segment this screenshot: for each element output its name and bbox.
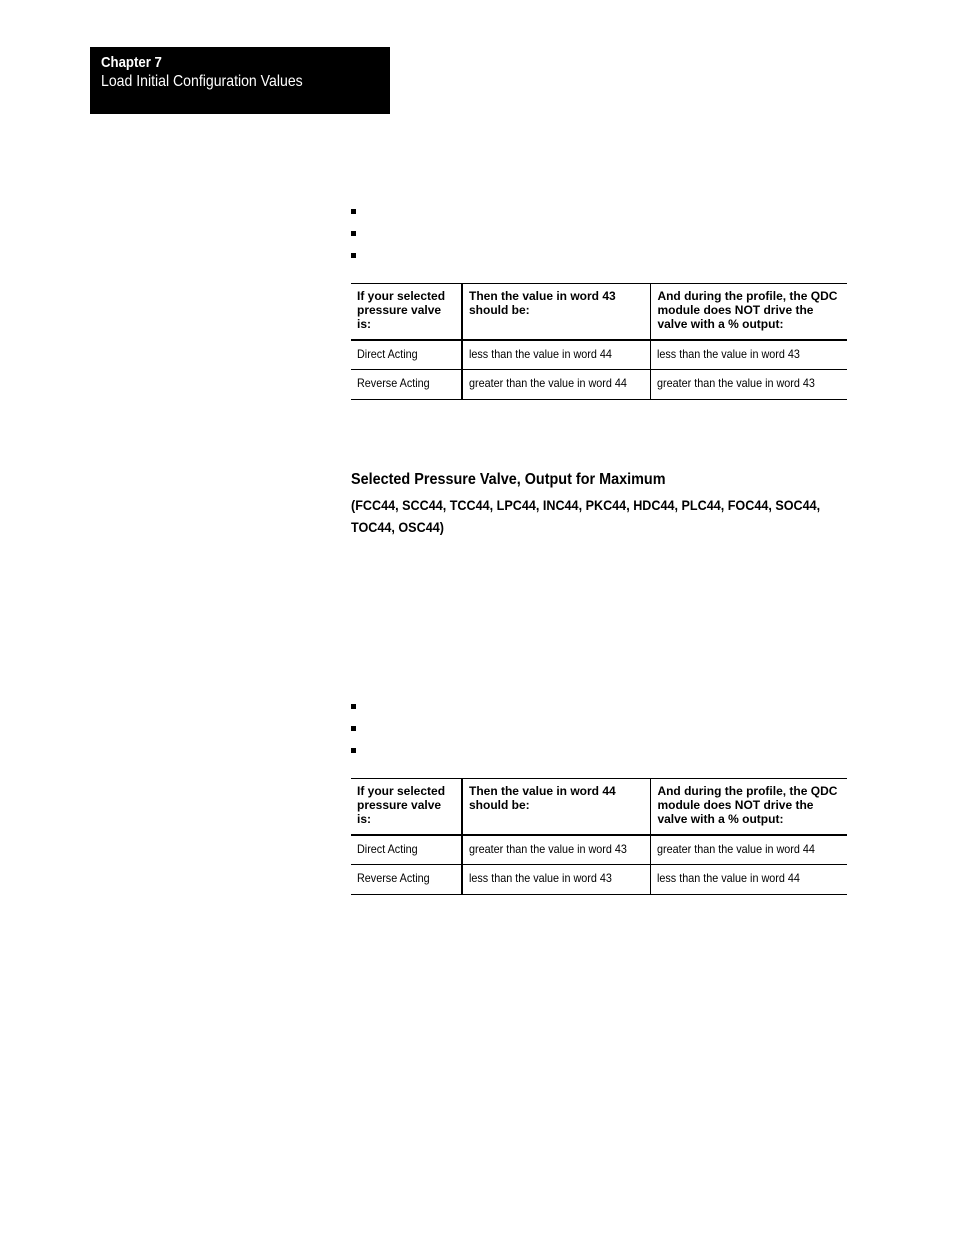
table-cell: less than the value in word 44 [651,865,847,895]
maximum-valve-table [351,778,847,895]
chapter-label: Chapter 7 [101,54,162,71]
bullet-icon [351,231,356,236]
table-header-row [351,284,847,340]
table-cell: greater than the value in word 43 [462,835,651,865]
table-cell: Reverse Acting [351,865,462,895]
table-cell: less than the value in word 43 [651,340,847,370]
table-cell: Direct Acting [351,340,462,370]
table-header-row [351,779,847,835]
section-heading: Selected Pressure Valve, Output for Maximum [351,471,666,488]
table-header-cell: If your selected pressure valve is: [351,284,462,340]
bullet-icon [351,209,356,214]
table-row [351,865,847,895]
table-header-cell: Then the value in word 44 should be: [462,779,651,835]
bullet-icon [351,748,356,753]
table-header-cell: Then the value in word 43 should be: [462,284,651,340]
bullet-icon [351,253,356,258]
bullet-icon [351,726,356,731]
bullet-icon [351,704,356,709]
minimum-valve-table [351,283,847,400]
table-header-cell: And during the profile, the QDC module does NOT drive the valve with a % output: [651,284,847,340]
table-cell: greater than the value in word 43 [651,370,847,400]
table-header-cell: And during the profile, the QDC module does NOT drive the valve with a % output: [651,779,847,835]
table-row [351,370,847,400]
table-header-cell: If your selected pressure valve is: [351,779,462,835]
table-cell: Reverse Acting [351,370,462,400]
table-cell: Direct Acting [351,835,462,865]
section-subheading: (FCC44, SCC44, TCC44, LPC44, INC44, PKC44, HDC44, PLC44, FOC44, SOC44, TOC44, OSC44) [351,497,821,535]
table-cell: greater than the value in word 44 [651,835,847,865]
chapter-title: Load Initial Configuration Values [101,73,303,90]
chapter-header [90,47,390,114]
table-cell: greater than the value in word 44 [462,370,651,400]
table-cell: less than the value in word 44 [462,340,651,370]
table-row [351,835,847,865]
table-cell: less than the value in word 43 [462,865,651,895]
table-row [351,340,847,370]
